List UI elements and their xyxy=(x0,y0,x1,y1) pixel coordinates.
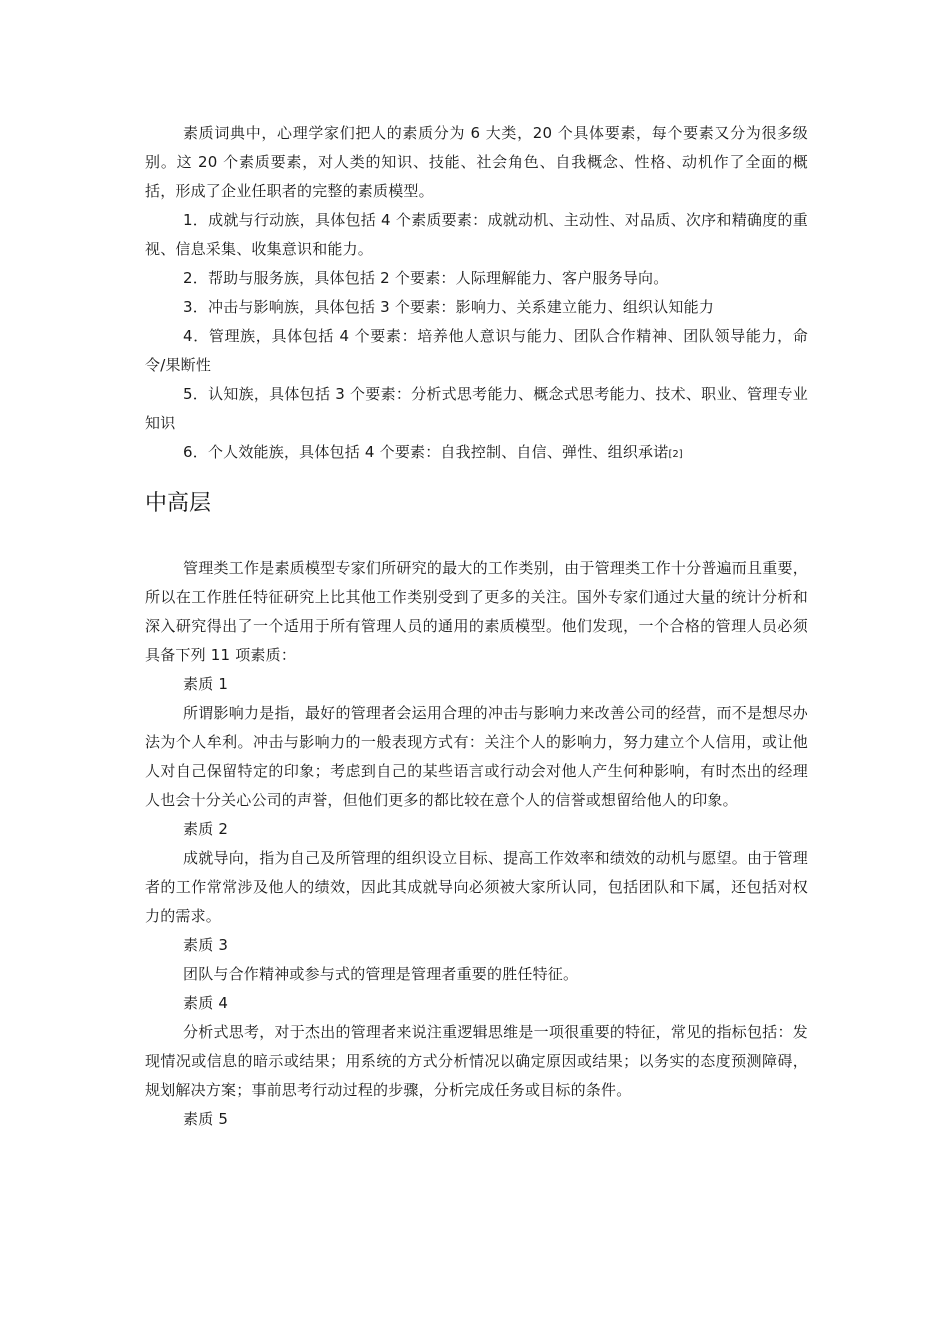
quality-paragraph: 成就导向，指为自己及所管理的组织设立目标、提高工作效率和绩效的动机与愿望。由于管理者的工作常常涉及他人的绩效，因此其成就导向必须被大家所认同，包括团队和下属，还包括对权力的需求。 xyxy=(145,849,808,925)
list-item xyxy=(145,438,808,469)
list-item: 5．认知族，具体包括 3 个要素：分析式思考能力、概念式思考能力、技术、职业、管理专业知识 xyxy=(145,385,808,432)
list-item: 4．管理族，具体包括 4 个要素：培养他人意识与能力、团队合作精神、团队领导能力，命令/果断性 xyxy=(145,327,808,374)
quality-label: 素质 4 xyxy=(183,994,229,1012)
quality-label: 素质 1 xyxy=(183,675,229,693)
intro-paragraph: 管理类工作是素质模型专家们所研究的最大的工作类别，由于管理类工作十分普遍而且重要，所以在工作胜任特征研究上比其他工作类别受到了更多的关注。国外专家们通过大量的统计分析和深入研究得出了一个适用于所有管理人员的通用的素质模型。他们发现，一个合格的管理人员必须具备下列 11 项素质： xyxy=(145,559,808,664)
list-item: 3．冲击与影响族，具体包括 3 个要素：影响力、关系建立能力、组织认知能力 xyxy=(183,298,715,316)
section-heading: 中高层 xyxy=(145,491,212,516)
quality-label: 素质 3 xyxy=(183,936,229,954)
reference-link[interactable]: [2] xyxy=(668,449,683,460)
quality-paragraph: 团队与合作精神或参与式的管理是管理者重要的胜任特征。 xyxy=(183,965,579,983)
list-item-text: 6．个人效能族，具体包括 4 个要素：自我控制、自信、弹性、组织承诺 xyxy=(183,443,669,461)
quality-label: 素质 5 xyxy=(183,1110,229,1128)
quality-paragraph: 分析式思考，对于杰出的管理者来说注重逻辑思维是一项很重要的特征，常见的指标包括：发现情况或信息的暗示或结果；用系统的方式分析情况以确定原因或结果；以务实的态度预测障碍，规划解决方案；事前思考行动过程的步骤，分析完成任务或目标的条件。 xyxy=(145,1023,808,1099)
intro-paragraph: 素质词典中，心理学家们把人的素质分为 6 大类，20 个具体要素，每个要素又分为很多级别。这 20 个素质要素，对人类的知识、技能、社会角色、自我概念、性格、动机作了全面的概括，形成了企业任职者的完整的素质模型。 xyxy=(145,124,808,200)
section-senior-management xyxy=(145,554,808,1134)
section-competency-dictionary xyxy=(145,119,808,469)
quality-paragraph: 所谓影响力是指，最好的管理者会运用合理的冲击与影响力来改善公司的经营，而不是想尽办法为个人牟利。冲击与影响力的一般表现方式有：关注个人的影响力，努力建立个人信用，或让他人对自己保留特定的印象；考虑到自己的某些语言或行动会对他人产生何种影响，有时杰出的经理人也会十分关心公司的声誉，但他们更多的都比较在意个人的信誉或想留给他人的印象。 xyxy=(145,704,808,809)
list-item: 2．帮助与服务族，具体包括 2 个要素：人际理解能力、客户服务导向。 xyxy=(183,269,669,287)
quality-label: 素质 2 xyxy=(183,820,229,838)
list-item: 1．成就与行动族，具体包括 4 个素质要素：成就动机、主动性、对品质、次序和精确度的重视、信息采集、收集意识和能力。 xyxy=(145,211,808,258)
